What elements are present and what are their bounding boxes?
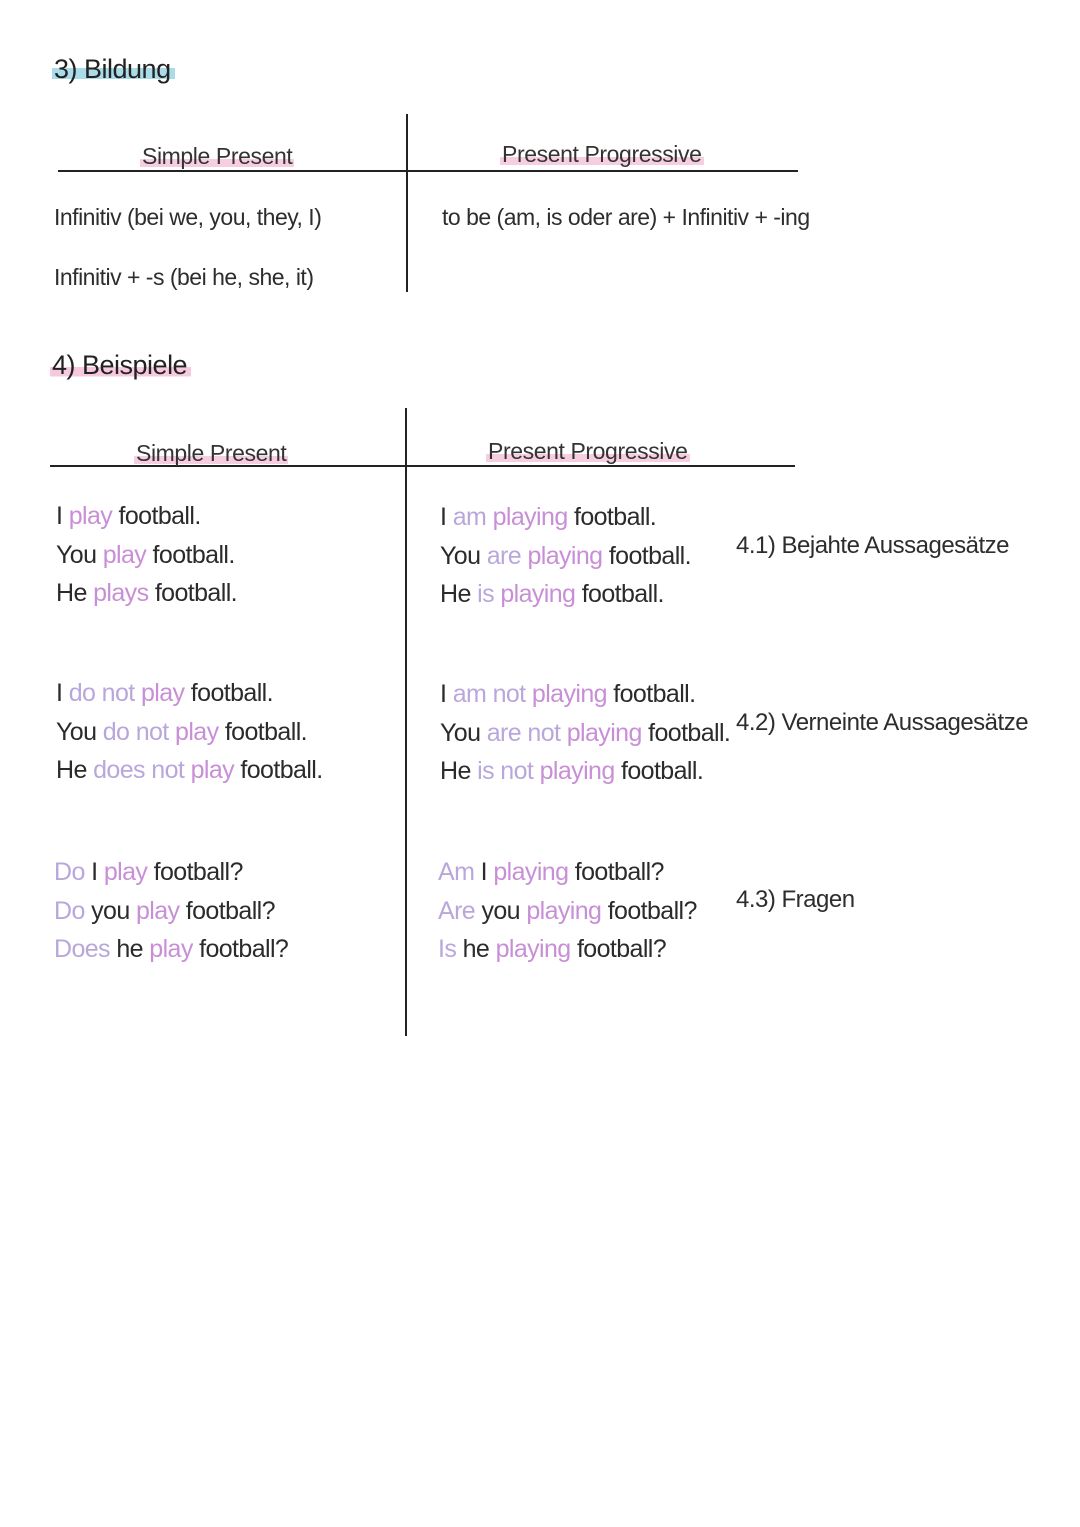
- verb-word: play: [102, 540, 147, 569]
- auxiliary-word: are: [486, 541, 522, 570]
- verb-word: playing: [493, 858, 569, 886]
- auxiliary-word: do not: [68, 679, 135, 707]
- example-sentence: [440, 498, 691, 537]
- beispiele-left-title: Simple Present: [136, 440, 287, 466]
- examples-simple-affirmative: [56, 497, 237, 613]
- sentence-text: He: [440, 580, 478, 608]
- example-sentence: [56, 536, 237, 575]
- sentence-text: You: [56, 540, 103, 569]
- sentence-text: You: [440, 718, 487, 747]
- auxiliary-word: Are: [438, 896, 476, 925]
- auxiliary-word: are not: [486, 718, 561, 747]
- sentence-text: football.: [148, 579, 237, 607]
- auxiliary-word: is not: [477, 757, 534, 785]
- auxiliary-word: does not: [93, 756, 185, 784]
- sentence-text: you: [84, 896, 136, 925]
- label-fragen: 4.3) Fragen: [736, 886, 855, 913]
- examples-progressive-affirmative: [440, 498, 691, 614]
- bildung-vertical-divider: [406, 114, 408, 292]
- examples-progressive-negative: [440, 675, 730, 791]
- verb-word: play: [68, 502, 113, 530]
- example-sentence: [438, 853, 697, 892]
- sentence-text: football.: [146, 540, 235, 569]
- bildung-rule-progressive: to be (am, is oder are) + Infinitiv + -ing: [442, 204, 810, 230]
- example-sentence: [56, 751, 323, 790]
- sentence-text: I: [474, 858, 494, 886]
- auxiliary-word: Does: [54, 935, 110, 963]
- example-sentence: [56, 674, 323, 713]
- sentence-text: He: [56, 756, 94, 784]
- auxiliary-word: Am: [438, 858, 475, 886]
- beispiele-vertical-divider: [405, 408, 407, 1036]
- auxiliary-word: Is: [438, 935, 457, 963]
- sentence-text: you: [475, 896, 527, 925]
- verb-word: play: [135, 896, 180, 925]
- example-sentence: [56, 574, 237, 613]
- sentence-text: football.: [112, 502, 201, 530]
- sentence-text: I: [440, 680, 453, 708]
- verb-word: play: [103, 858, 148, 886]
- sentence-text: He: [440, 757, 478, 785]
- sentence-text: football.: [184, 679, 273, 707]
- example-sentence: [56, 497, 237, 536]
- sentence-text: I: [84, 858, 104, 886]
- sentence-text: football?: [192, 935, 289, 963]
- example-sentence: [440, 575, 691, 614]
- sentence-text: I: [56, 502, 69, 530]
- example-sentence: [440, 752, 730, 791]
- auxiliary-word: is: [477, 580, 494, 608]
- example-sentence: [440, 714, 730, 753]
- verb-word: playing: [527, 541, 603, 570]
- auxiliary-word: Do: [54, 896, 85, 925]
- sentence-text: football.: [567, 503, 657, 531]
- verb-word: play: [140, 679, 185, 707]
- sentence-text: I: [56, 679, 69, 707]
- sentence-text: football?: [179, 896, 275, 925]
- example-sentence: [54, 853, 288, 892]
- bildung-rule-singular: Infinitiv + -s (bei he, she, it): [54, 264, 314, 290]
- example-sentence: [440, 537, 691, 576]
- example-sentence: [438, 892, 697, 931]
- sentence-text: football.: [641, 718, 731, 747]
- verb-word: playing: [531, 680, 607, 708]
- verb-word: play: [175, 717, 219, 746]
- auxiliary-word: am: [452, 503, 487, 531]
- verb-word: playing: [539, 757, 615, 785]
- sentence-text: football?: [568, 858, 664, 886]
- sentence-text: I: [440, 503, 453, 531]
- sentence-text: football?: [570, 935, 667, 963]
- sentence-text: football.: [606, 680, 696, 708]
- sentence-text: he: [456, 935, 496, 963]
- verb-word: plays: [93, 579, 149, 607]
- bildung-horizontal-divider: [58, 170, 798, 172]
- section-heading-bildung: 3) Bildung: [52, 54, 175, 85]
- beispiele-right-title: Present Progressive: [488, 438, 688, 464]
- example-sentence: [54, 892, 288, 931]
- example-sentence: [438, 930, 697, 969]
- examples-progressive-questions: [438, 853, 697, 969]
- sentence-text: he: [109, 935, 150, 963]
- sentence-text: football.: [614, 757, 704, 785]
- example-sentence: [54, 930, 288, 969]
- example-sentence: [56, 713, 323, 752]
- label-verneinte-aussagesaetze: 4.2) Verneinte Aussagesätze: [736, 709, 1029, 736]
- sentence-text: football.: [602, 541, 691, 570]
- verb-word: playing: [566, 718, 642, 747]
- examples-simple-negative: [56, 674, 323, 790]
- bildung-right-title: Present Progressive: [502, 141, 702, 167]
- sentence-text: football.: [575, 580, 664, 608]
- section-heading-beispiele: 4) Beispiele: [50, 350, 191, 381]
- sentence-text: You: [56, 717, 103, 746]
- sentence-text: You: [440, 541, 487, 570]
- label-bejahte-aussagesaetze: 4.1) Bejahte Aussagesätze: [736, 532, 1010, 559]
- verb-word: playing: [495, 935, 571, 963]
- auxiliary-word: am not: [452, 680, 526, 708]
- auxiliary-word: Do: [54, 858, 85, 886]
- sentence-text: football.: [234, 756, 323, 784]
- sentence-text: football.: [218, 717, 307, 746]
- examples-simple-questions: [54, 853, 288, 969]
- auxiliary-word: do not: [102, 717, 169, 746]
- verb-word: playing: [526, 896, 602, 925]
- sentence-text: football?: [147, 858, 243, 886]
- bildung-left-title: Simple Present: [142, 143, 293, 169]
- sentence-text: football?: [601, 896, 697, 925]
- verb-word: playing: [500, 580, 576, 608]
- verb-word: playing: [492, 503, 568, 531]
- example-sentence: [440, 675, 730, 714]
- sentence-text: He: [56, 579, 94, 607]
- bildung-rule-plural: Infinitiv (bei we, you, they, I): [54, 204, 322, 230]
- verb-word: play: [190, 756, 235, 784]
- verb-word: play: [149, 935, 193, 963]
